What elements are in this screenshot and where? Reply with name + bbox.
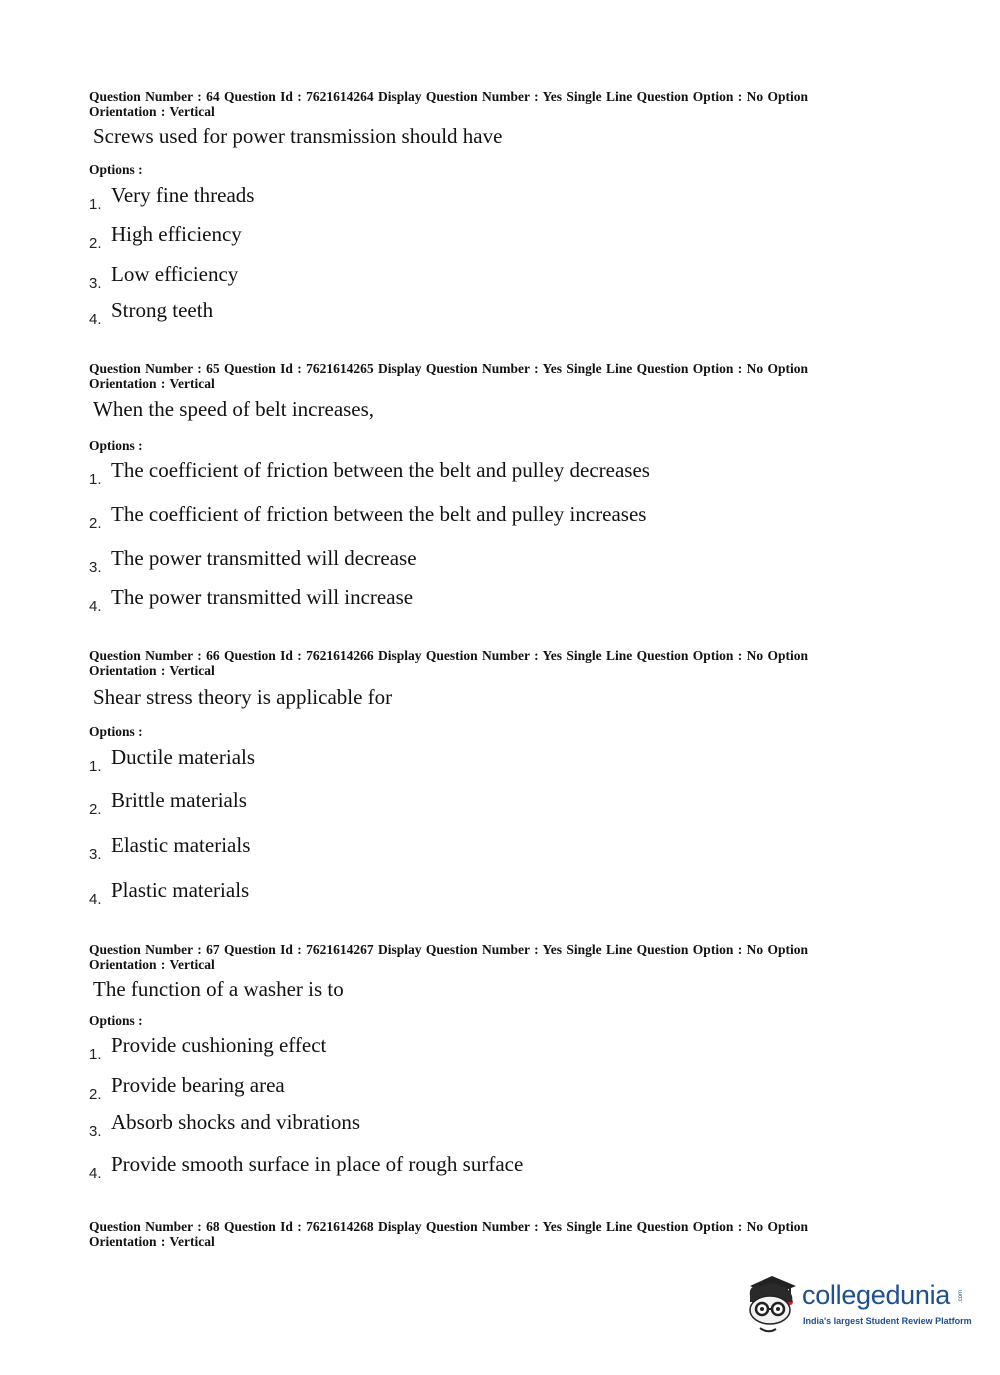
question-stem: Shear stress theory is applicable for	[93, 685, 393, 709]
question-meta: Question Number : 65 Question Id : 7621614265 Display Question Number : Yes Single Line Question Option : No Option Orientation : Vertical	[89, 361, 808, 391]
options-heading: Options :	[89, 724, 143, 739]
option-number: 4.	[89, 1165, 102, 1182]
option-number: 2.	[89, 1086, 102, 1103]
option-4	[89, 878, 789, 908]
option-1	[89, 745, 789, 775]
option-2	[89, 788, 789, 818]
option-text: The power transmitted will increase	[111, 585, 414, 609]
option-number: 1.	[89, 758, 102, 775]
option-text: Strong teeth	[111, 298, 214, 322]
question-stem: The function of a washer is to	[93, 977, 344, 1001]
option-text: Ductile materials	[111, 745, 256, 769]
option-text: Plastic materials	[111, 878, 250, 902]
option-number: 3.	[89, 1123, 102, 1140]
option-3	[89, 833, 789, 863]
option-text: Elastic materials	[111, 833, 251, 857]
option-number: 2.	[89, 515, 102, 532]
option-text: Brittle materials	[111, 788, 247, 812]
option-number: 2.	[89, 801, 102, 818]
option-text: Low efficiency	[111, 262, 239, 286]
option-2	[89, 502, 789, 532]
question-67	[89, 942, 879, 1182]
question-stem: Screws used for power transmission should have	[93, 124, 503, 148]
question-meta: Question Number : 67 Question Id : 7621614267 Display Question Number : Yes Single Line Question Option : No Option Orientation : Vertical	[89, 942, 808, 972]
option-2	[89, 222, 789, 252]
question-stem: When the speed of belt increases,	[93, 397, 375, 421]
option-number: 3.	[89, 559, 102, 576]
options-heading: Options :	[89, 1013, 143, 1028]
option-3	[89, 546, 789, 576]
option-text: The coefficient of friction between the belt and pulley decreases	[111, 458, 650, 482]
option-number: 1.	[89, 196, 102, 213]
option-1	[89, 458, 789, 488]
option-text: Very fine threads	[111, 183, 255, 207]
option-number: 2.	[89, 235, 102, 252]
options-heading: Options :	[89, 162, 143, 177]
mascot-icon	[742, 1272, 802, 1338]
option-text: Provide smooth surface in place of rough surface	[111, 1152, 524, 1176]
question-66	[89, 648, 879, 908]
option-number: 4.	[89, 891, 102, 908]
option-4	[89, 1152, 789, 1182]
option-text: The power transmitted will decrease	[111, 546, 417, 570]
collegedunia-logo	[742, 1272, 972, 1342]
logo-suffix: .com	[958, 1290, 964, 1304]
option-number: 4.	[89, 311, 102, 328]
question-meta: Question Number : 64 Question Id : 7621614264 Display Question Number : Yes Single Line Question Option : No Option Orientation : Vertical	[89, 89, 808, 119]
option-4	[89, 298, 789, 328]
question-64	[89, 89, 879, 328]
option-2	[89, 1073, 789, 1103]
question-meta: Question Number : 66 Question Id : 7621614266 Display Question Number : Yes Single Line Question Option : No Option Orientation : Vertical	[89, 648, 808, 678]
option-text: Provide bearing area	[111, 1073, 285, 1097]
logo-wordmark: collegedunia	[802, 1280, 951, 1310]
option-1	[89, 183, 789, 213]
option-text: The coefficient of friction between the belt and pulley increases	[111, 502, 647, 526]
option-3	[89, 1110, 789, 1140]
question-meta: Question Number : 68 Question Id : 7621614268 Display Question Number : Yes Single Line Question Option : No Option Orientation : Vertical	[89, 1219, 808, 1249]
question-68	[89, 1219, 879, 1249]
options-heading: Options :	[89, 438, 143, 453]
question-65	[89, 361, 879, 615]
option-3	[89, 262, 789, 292]
option-4	[89, 585, 789, 615]
option-number: 3.	[89, 846, 102, 863]
option-1	[89, 1033, 789, 1063]
logo-tagline: India's largest Student Review Platform	[803, 1316, 972, 1326]
option-text: High efficiency	[111, 222, 242, 246]
option-number: 1.	[89, 1046, 102, 1063]
option-number: 1.	[89, 471, 102, 488]
option-text: Provide cushioning effect	[111, 1033, 327, 1057]
option-number: 3.	[89, 275, 102, 292]
option-number: 4.	[89, 598, 102, 615]
option-text: Absorb shocks and vibrations	[111, 1110, 361, 1134]
